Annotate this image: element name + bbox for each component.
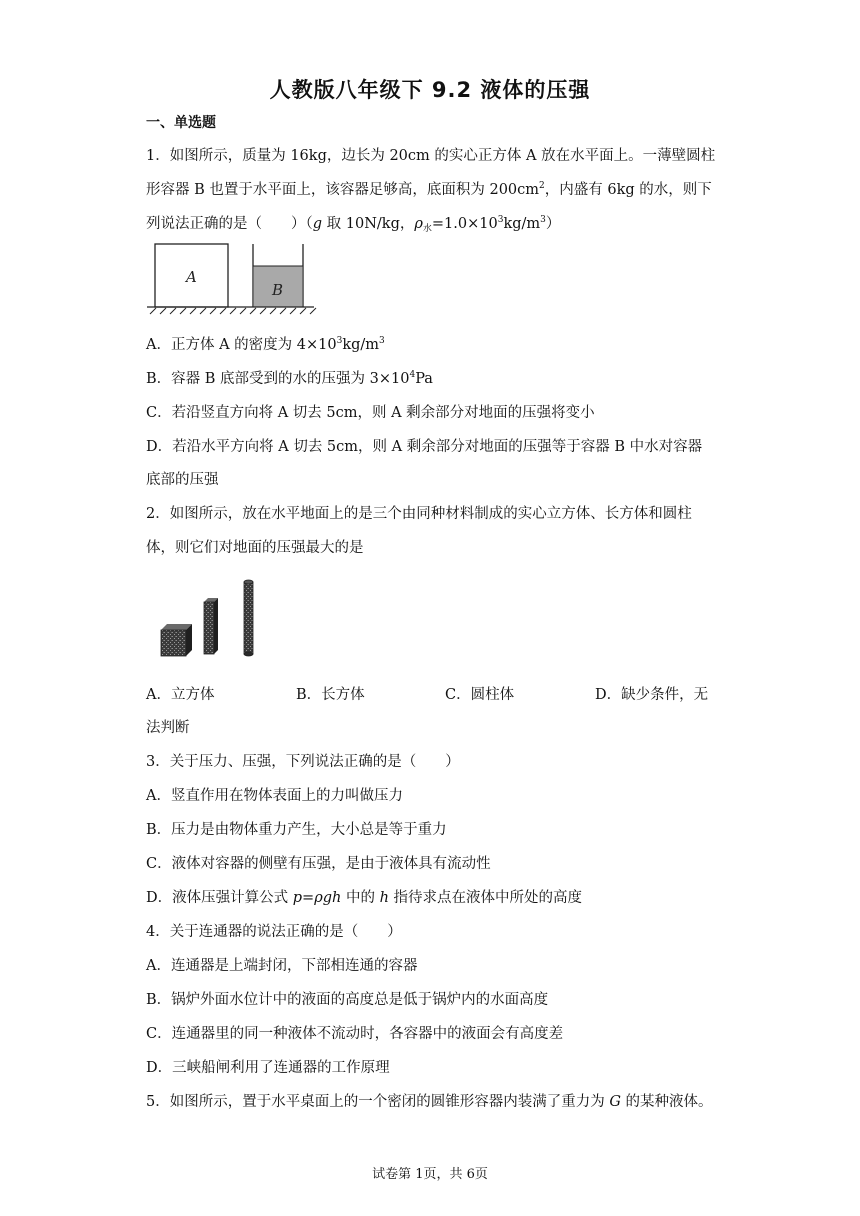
q4-stem: 4．关于连通器的说法正确的是（ ） (146, 924, 402, 940)
q1-stem-line-1: 1．如图所示，质量为 16kg，边长为 20cm 的实心正方体 A 放在水平面上。一薄壁圆柱 (146, 148, 716, 164)
q1-option-d-line-2: 底部的压强 (146, 472, 219, 488)
q1-option-d-line-1: D．若沿水平方向将 A 切去 5cm，则 A 剩余部分对地面的压强等于容器 B 中水对容器 (146, 439, 703, 455)
q3-option-b: B．压力是由物体重力产生，大小总是等于重力 (146, 822, 447, 838)
page-title: 人教版八年级下 9.2 液体的压强 (269, 78, 591, 102)
q1-stem-line-3: 列说法正确的是（ ）（g 取 10N/kg，$\rho_水=1.0\times 10^3kg/m^3$） (146, 215, 561, 234)
q4-option-b: B．锅炉外面水位计中的液面的高度总是低于锅炉内的水面高度 (146, 992, 549, 1008)
q1-option-c: C．若沿竖直方向将 A 切去 5cm，则 A 剩余部分对地面的压强将变小 (146, 405, 595, 421)
q2-stem-line-2: 体，则它们对地面的压强最大的是 (146, 540, 364, 556)
q2-option-a: A．立方体 (146, 687, 215, 703)
q2-option-b: B．长方体 (296, 687, 365, 703)
q3-option-c: C．液体对容器的侧壁有压强，是由于液体具有流动性 (146, 856, 491, 872)
figure-label-b: B (272, 281, 284, 299)
q1-stem-line-2: 形容器 B 也置于水平面上，该容器足够高，底面积为 $200cm^2$，内盛有 6kg 的水，则下 (146, 181, 712, 198)
q1-option-a: A．正方体 A 的密度为 $4\times 10^3kg/m^3$ (146, 336, 385, 353)
q2-option-d-line-1: D．缺少条件，无 (595, 687, 709, 703)
q2-option-c: C．圆柱体 (445, 687, 515, 703)
q3-option-a: A．竖直作用在物体表面上的力叫做压力 (146, 788, 403, 804)
q3-stem: 3．关于压力、压强，下列说法正确的是（ ） (146, 754, 460, 770)
section-heading: 一、单选题 (146, 115, 216, 131)
q3-option-d: D．液体压强计算公式 p=ρgh 中的 h 指待求点在液体中所处的高度 (146, 890, 583, 906)
page-footer: 试卷第 1页，共 6页 (372, 1167, 488, 1182)
q4-option-d: D．三峡船闸利用了连通器的工作原理 (146, 1060, 390, 1076)
q4-option-c: C．连通器里的同一种液体不流动时，各容器中的液面会有高度差 (146, 1026, 564, 1042)
q4-option-a: A．连通器是上端封闭，下部相连通的容器 (146, 958, 418, 974)
q2-figure-three-solids (156, 576, 266, 660)
figure-label-a: A (186, 268, 197, 286)
q2-stem-line-1: 2．如图所示，放在水平地面上的是三个由同种材料制成的实心立方体、长方体和圆柱 (146, 506, 692, 522)
q1-figure-cube-and-container (146, 240, 318, 316)
q5-stem: 5．如图所示，置于水平桌面上的一个密闭的圆锥形容器内装满了重力为 G 的某种液体。 (146, 1094, 713, 1110)
q2-option-d-line-2: 法判断 (146, 720, 190, 736)
q1-option-b: B．容器 B 底部受到的水的压强为 $3\times 10^4Pa$ (146, 370, 433, 387)
